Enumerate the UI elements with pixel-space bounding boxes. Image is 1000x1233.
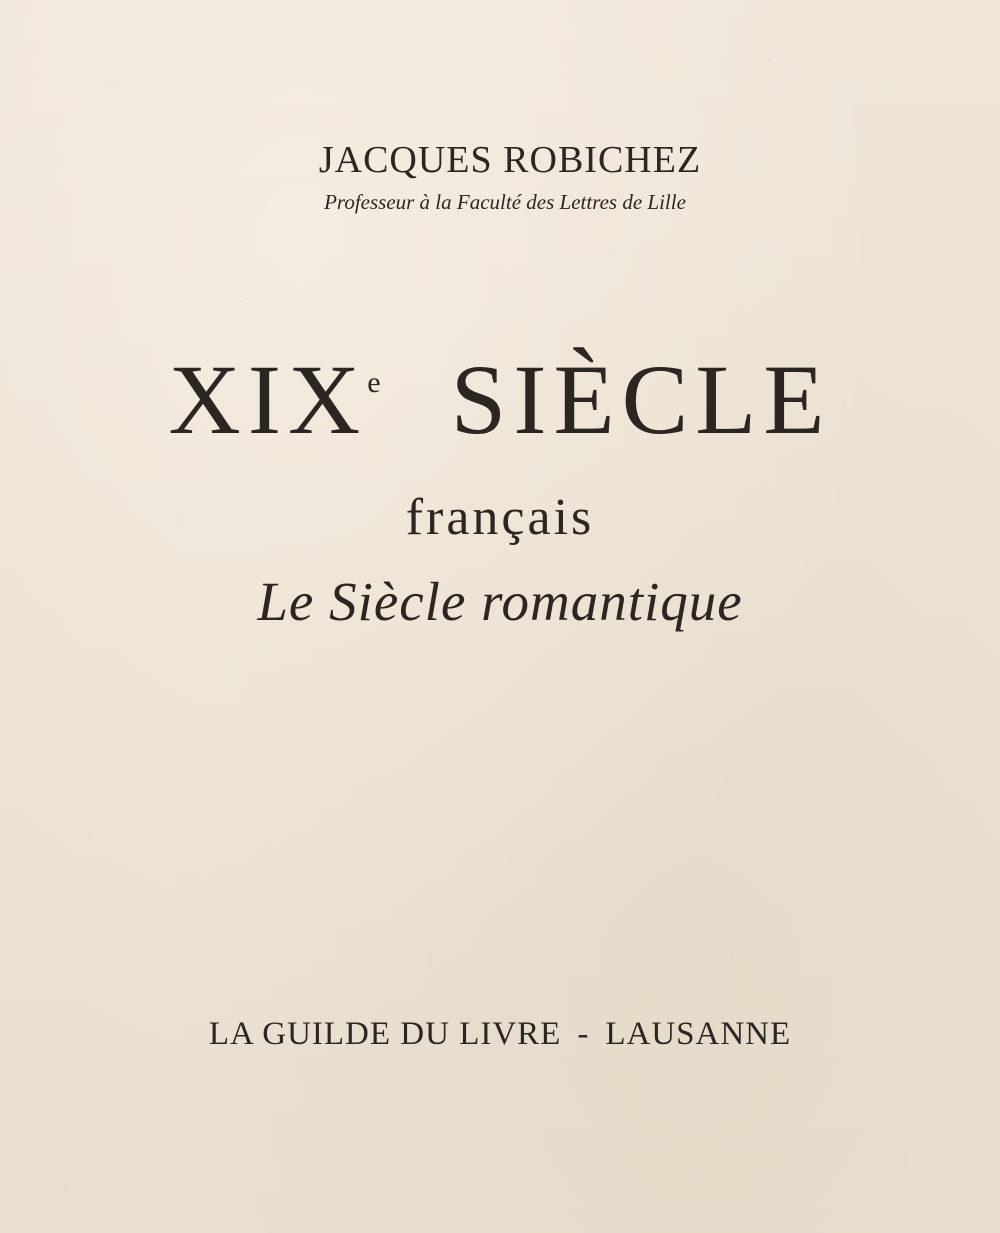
publisher-separator: - (577, 1016, 590, 1052)
publisher-line (0, 1016, 1000, 1053)
title-superscript: e (367, 366, 381, 399)
author-name: JACQUES ROBICHEZ (318, 139, 702, 181)
title-word: SIÈCLE (450, 344, 832, 455)
publisher-city: LAUSANNE (605, 1016, 792, 1052)
title-numeral: XIX (168, 344, 368, 455)
subtitle-language: français (405, 489, 595, 546)
subtitle-romantic: Le Siècle romantique (257, 571, 743, 632)
publisher-name: LA GUILDE DU LIVRE (208, 1016, 562, 1052)
book-title (0, 344, 1000, 455)
author-affiliation: Professeur à la Faculté des Lettres de Lille (324, 190, 686, 214)
